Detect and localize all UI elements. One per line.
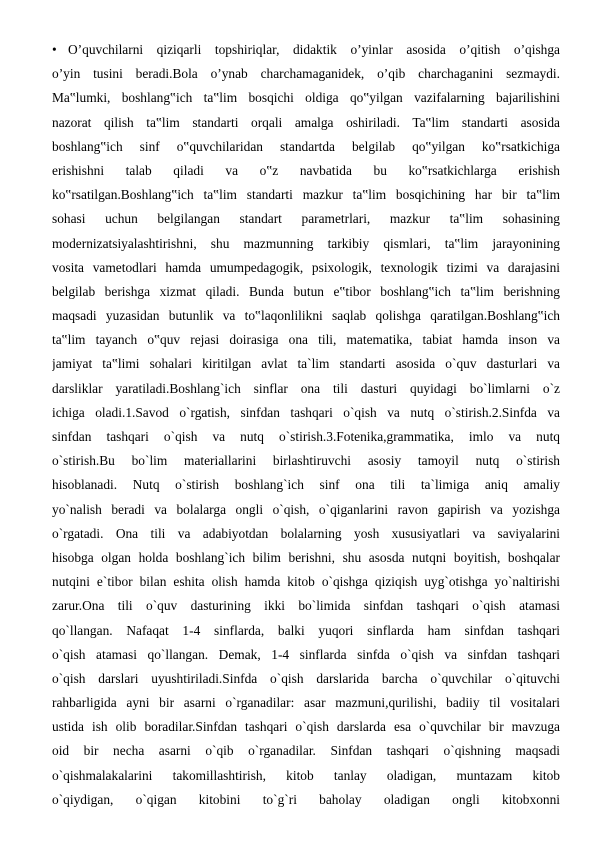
text-line-content: o`qishmalakalarini takomillashtirish, kitob tanlay oladigan, muntazam kitob [52,767,560,783]
text-line [52,691,560,715]
text-line-content: nazorat qilish ta‟lim standarti orqali amalga oshiriladi. Ta‟lim standarti asosida [52,114,560,130]
text-line-content: ustida ish olib boradilar.Sinfdan tashqari o`qish darslarda esa o`quvchilar bir mavzuga [52,719,560,735]
text-line-content: sinfdan tashqari o`qish va nutq o`stirish.3.Fotenika,grammatika, imlo va nutq [52,429,560,444]
text-line [52,304,560,328]
text-line-content: o`qiydigan, o`qigan kitobini to`g`ri baholay oladigan ongli kitobxonni [52,791,560,807]
text-line-content: ichiga oladi.1.Savod o`rgatish, sinfdan tashqari o`qish va nutq o`stirish.2.Sinfda va [52,404,560,420]
text-line-content: oid bir necha asarni o`qib o`rganadilar. Sinfdan tashqari o`qishning maqsadi [52,743,560,759]
text-line-content: modernizatsiyalashtirishni, shu mazmunning tarkibiy qismlari, ta‟lim jarayonining [52,235,560,251]
text-line [52,715,560,739]
text-line-content: o’yin tusini beradi.Bola o’ynab charchamaganidek, o’qib charchaganini sezmaydi. [52,66,560,82]
text-line [52,328,560,352]
text-line-content: hisobga olgan holda boshlang`ich bilim berishni, shu asosda nutqni boyitish, boshqalar [52,549,560,565]
text-line-content: erishishni talab qiladi va o‟z navbatida bu ko‟rsatkichlarga erishish [52,162,560,178]
text-line [52,667,560,691]
text-line-content: rahbarligida ayni bir asarni o`rganadilar: asar mazmuni,qurilishi, badiiy til vositalari [52,695,560,711]
text-line-content: Ma‟lumki, boshlang‟ich ta‟lim bosqichi oldiga qo‟yilgan vazifalarning bajarilishini [52,90,560,106]
text-line [52,111,560,135]
text-line-content: vosita vametodlari hamda umumpedagogik, psixologik, texnologik tizimi va darajasini [52,259,560,275]
text-line-content: nutqini e`tibor bilan eshita olish hamda kitob o`qishga qiziqish uyg`otishga yo`naltirishi [52,574,560,590]
text-line [52,256,560,280]
text-line [52,86,560,110]
text-line-content: o`stirish.Bu bo`lim materiallarini birlashtiruvchi asosiy tamoyil nutq o`stirish [52,453,560,469]
text-line [52,135,560,159]
text-line-content: o`qish darslari uyushtiriladi.Sinfda o`qish darslarida barcha o`quvchilar o`qituvchi [52,670,560,686]
text-line [52,594,560,618]
text-line [52,232,560,256]
text-line-content: belgilab berishga xizmat qiladi. Bunda butun e‟tibor boshlang‟ich ta‟lim berishning [52,283,560,299]
text-line [52,764,560,788]
text-line-content: sohasi uchun belgilangan standart parametrlari, mazkur ta‟lim sohasining [52,211,560,227]
text-line [52,546,560,570]
text-line-content: O’quvchilarni qiziqarli topshiriqlar, didaktik o’yinlar asosida o’qitish o’qishga [68,42,560,57]
text-line [52,643,560,667]
text-line [52,522,560,546]
text-line [52,183,560,207]
text-line-content: darsliklar yaratiladi.Boshlang`ich sinflar ona tili dasturi quyidagi bo`limlarni o`z [52,380,560,396]
bullet-icon: • [52,42,57,57]
text-line [52,159,560,183]
text-line-content: zarur.Ona tili o`quv dasturining ikki bo`limida sinfdan tashqari o`qish atamasi [52,598,560,614]
text-line [52,401,560,425]
text-line [52,619,560,643]
text-line-content: ko‟rsatilgan.Boshlang‟ich ta‟lim standarti mazkur ta‟lim bosqichining har bir ta‟lim [52,187,560,203]
text-line [52,62,560,86]
text-line [52,498,560,522]
text-line-content: maqsadi yuzasidan butunlik va to‟laqonlilikni saqlab qolishga qaratilgan.Boshlang‟ich [52,308,560,324]
text-line-content: jamiyat ta‟limi sohalari kiritilgan avlat ta`lim standarti asosida o`quv dasturlari va [52,356,560,372]
text-line-content: qo`llangan. Nafaqat 1-4 sinflarda, balki yuqori sinflarda ham sinfdan tashqari [52,622,560,638]
text-line-content: ta‟lim tayanch o‟quv rejasi doirasiga ona tili, matematika, tabiat hamda inson va [52,332,560,348]
text-line-content: o`qish atamasi qo`llangan. Demak, 1-4 sinflarda sinfda o`qish va sinfdan tashqari [52,646,560,662]
text-line [52,473,560,497]
text-line [52,570,560,594]
text-line [52,449,560,473]
text-line-content: hisoblanadi. Nutq o`stirish boshlang`ich sinf ona tili ta`limiga aniq amaliy [52,477,560,493]
text-line-content: yo`nalish beradi va bolalarga ongli o`qish, o`qiganlarini ravon gapirish va yozishga [52,501,560,517]
text-line [52,207,560,231]
text-line [52,377,560,401]
text-line [52,38,560,62]
text-line [52,425,560,449]
text-line-content: boshlang‟ich sinf o‟quvchilaridan standartda belgilab qo‟yilgan ko‟rsatkichiga [52,138,560,154]
text-line [52,788,560,812]
text-line [52,352,560,376]
body-text [52,38,560,812]
text-line [52,739,560,763]
text-line [52,280,560,304]
text-line-content: o`rgatadi. Ona tili va adabiyotdan bolalarning yosh xususiyatlari va saviyalarini [52,525,560,541]
